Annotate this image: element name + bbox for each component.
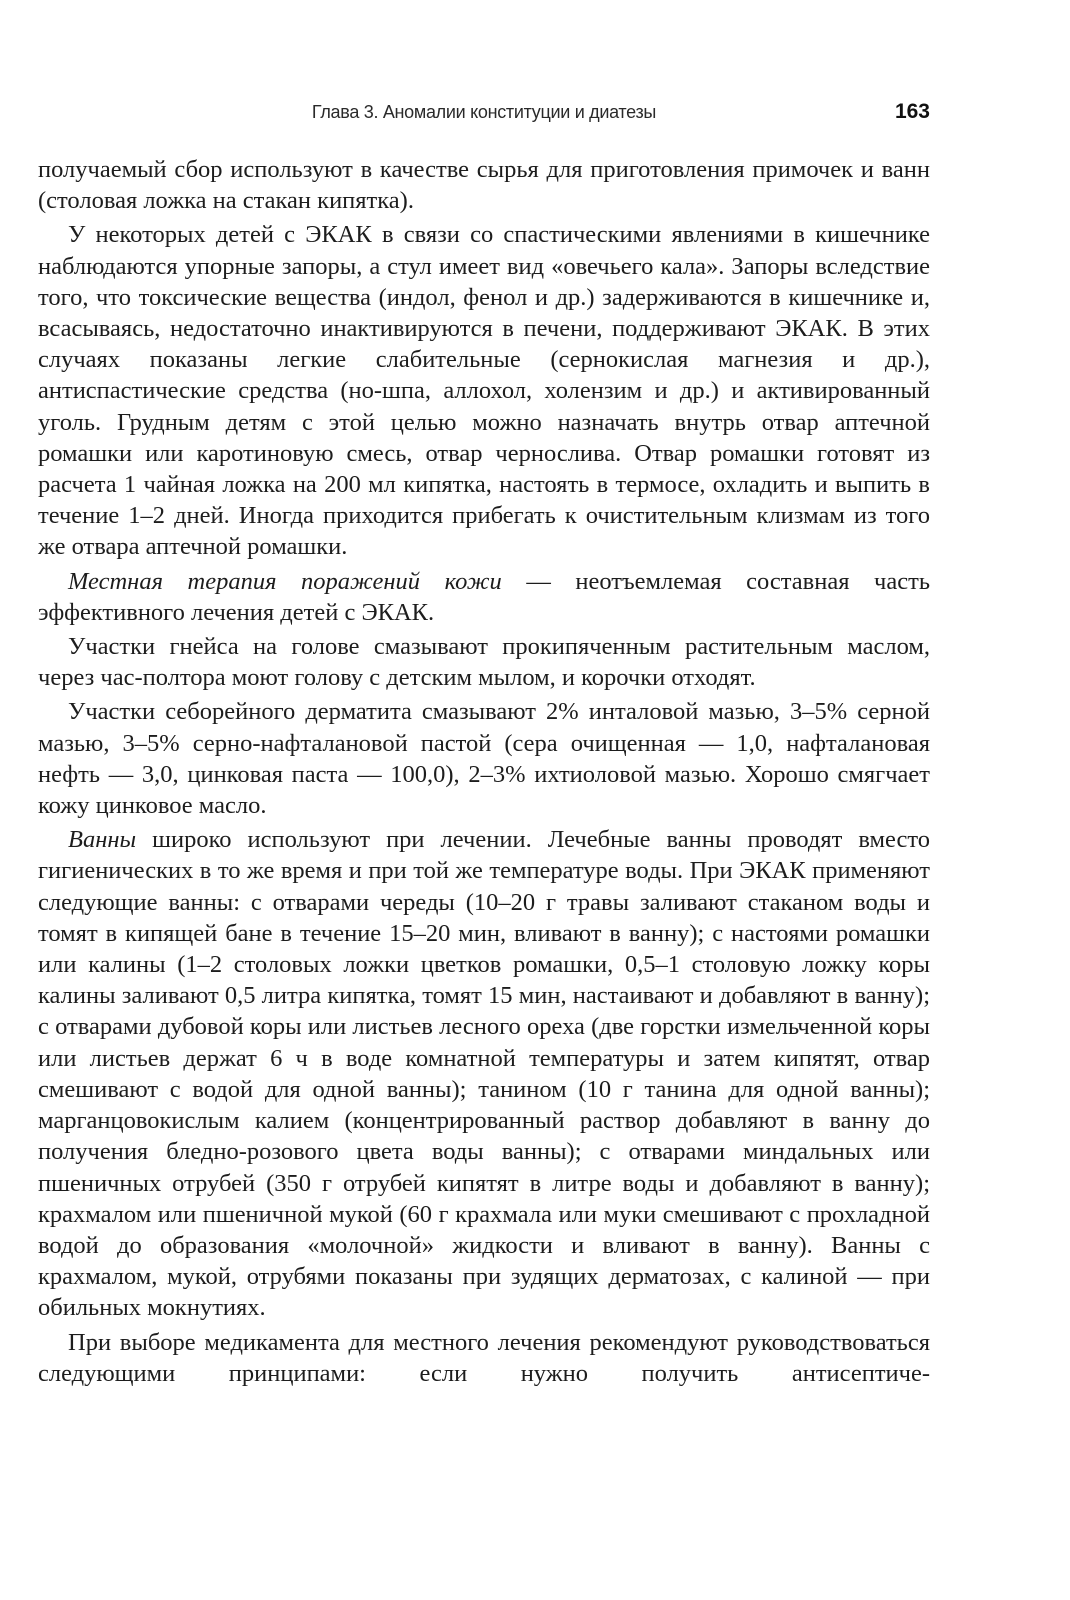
chapter-title: Глава 3. Аномалии конституции и диатезы — [311, 102, 657, 122]
page-number: 163 — [894, 100, 930, 123]
paragraph: Участки себорейного дерматита смазывают 2% инталовой мазью, 3–5% серной мазью, 3–5% серно-нафталановой пастой (сера очищенная — 1,0, нафталановая нефть — 3,0, цинковая паста — 100,0), 2–3% ихтиоловой мазью. Хорошо смягчает кожу цинковое масло. — [38, 698, 930, 820]
paragraph: Участки гнейса на голове смазывают прокипяченным растительным маслом, через час-полтора моют голову с детским мылом, и корочки отходят. — [38, 633, 930, 692]
paragraph: Ванны широко используют при лечении. Лечебные ванны проводят вместо гигиенических в то же время и при той же температуре воды. При ЭКАК применяют следующие ванны: с отварами череды (10–20 г травы заливают стаканом воды и томят в кипящей бане в течение 15–20 мин, вливают в ванну); с настоями ромашки или калины (1–2 столовых ложки цветков ромашки, 0,5–1 столовую ложку коры калины заливают 0,5 литра кипятка, томят 15 мин, настаивают и добавляют в ванну); с отварами дубовой коры или листьев лесного ореха (две горстки измельченной коры или листьев держат 6 ч в воде комнатной температуры и затем кипятят, отвар смешивают с водой для одной ванны); танином (10 г танина для одной ванны); марганцовокислым калием (концентрированный раствор добавляют в ванну до получения бледно-розового цвета воды ванны); с отварами миндальных или пшеничных отрубей (350 г отрубей кипятят в литре воды и добавляют в ванну); крахмалом или пшеничной мукой (60 г крахмала или муки смешивают с прохладной водой до образования «молочной» жидкости и вливают в ванну). Ванны с крахмалом, мукой, отрубями показаны при зудящих дерматозах, с калиной — при обильных мокнутиях. — [38, 826, 930, 1322]
paragraph: У некоторых детей с ЭКАК в связи со спастическими явлениями в кишечнике наблюдаются упорные запоры, а стул имеет вид «овечьего кала». Запоры вследствие того, что токсические вещества (индол, фенол и др.) задерживаются в кишечнике и, всасываясь, недостаточно инактивируются в печени, поддерживают ЭКАК. В этих случаях показаны легкие слабительные (сернокислая магнезия и др.), антиспастические средства (но-шпа, аллохол, холензим и др.) и активированный уголь. Грудным детям с этой целью можно назначать внутрь отвар аптечной ромашки или каротиновую смесь, отвар чернослива. Отвар ромашки готовят из расчета 1 чайная ложка на 200 мл кипятка, настоять в термосе, охладить и выпить в течение 1–2 дней. Иногда приходится прибегать к очистительным клизмам из того же отвара аптечной ромашки. — [38, 221, 930, 561]
italic-lead: Местная терапия поражений кожи — [68, 567, 502, 595]
paragraph: При выборе медикамента для местного лечения рекомендуют руководствоваться следующими принципами: если нужно получить антисептиче- — [38, 1328, 930, 1387]
page-body — [38, 154, 930, 1392]
paragraph: получаемый сбор используют в качестве сырья для приготовления примочек и ванн (столовая ложка на стакан кипятка). — [38, 156, 930, 215]
italic-lead: Ванны — [68, 826, 137, 854]
paragraph: Местная терапия поражений кожи — неотъемлемая составная часть эффективного лечения детей с ЭКАК. — [38, 567, 930, 626]
running-header — [38, 100, 930, 128]
